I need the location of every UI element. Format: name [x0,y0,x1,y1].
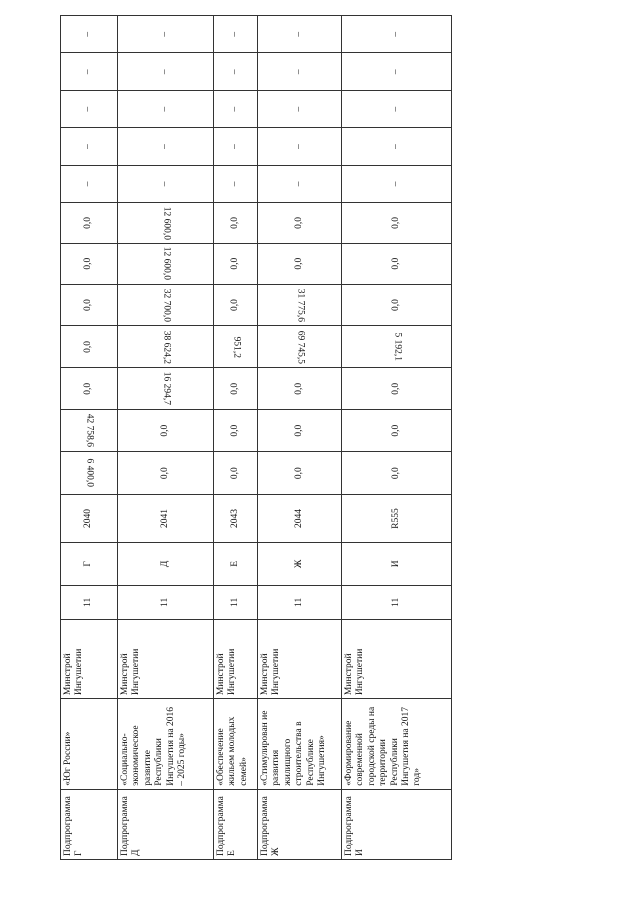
value-cell: 0,0 [258,452,342,495]
value-cell [258,326,342,368]
table-row [342,16,452,860]
value-cell: 0,0 [342,284,452,326]
value-cell [118,243,214,284]
table-row [214,16,258,860]
dash-cell: – [258,90,342,127]
code-target-cell: 2040 [61,495,118,543]
dash-cell: – [342,165,452,202]
value-cell [342,326,452,368]
value-cell: 0,0 [118,452,214,495]
dash-cell: – [342,128,452,165]
dash-cell: – [342,53,452,90]
executor-cell: Минстрой Ингушетии [258,619,342,698]
code-target-cell: R555 [342,495,452,543]
executor-cell: Минстрой Ингушетии [118,619,214,698]
subprogram-cell: Подпрограмма И [342,789,452,859]
code-gp-cell: 11 [214,585,258,619]
value-cell: 0,0 [342,243,452,284]
value-cell: 0,0 [342,203,452,244]
value-cell-text: 31 775,6 [295,288,306,322]
value-cell [61,452,118,495]
value-cell: 0,0 [258,243,342,284]
value-cell-text: 16 294,7 [161,372,172,406]
value-cell-text: 32 700,0 [161,288,172,322]
code-gp-cell: 11 [61,585,118,619]
value-cell: 0,0 [214,243,258,284]
code-subprogram-cell: Е [214,542,258,585]
table-row [118,16,214,860]
dash-cell: – [258,165,342,202]
code-target-cell: 2044 [258,495,342,543]
subprogram-cell: Подпрограмма Г [61,789,118,859]
value-cell [214,326,258,368]
value-cell [118,284,214,326]
value-cell: 0,0 [61,284,118,326]
value-cell: 0,0 [342,368,452,410]
dash-cell: – [61,165,118,202]
value-cell-text: 42 758,6 [84,414,95,448]
code-gp-cell: 11 [342,585,452,619]
value-cell-text: 5 192,1 [392,332,403,362]
code-subprogram-cell: Д [118,542,214,585]
value-cell [118,203,214,244]
program-table [60,15,452,860]
value-cell [258,284,342,326]
dash-cell: – [258,16,342,54]
dash-cell: – [118,165,214,202]
dash-cell: – [342,16,452,54]
value-cell: 0,0 [214,368,258,410]
value-cell-text: 69 745,5 [295,330,306,364]
dash-cell: – [258,53,342,90]
executor-cell: Минстрой Ингушетии [214,619,258,698]
dash-cell: – [61,128,118,165]
value-cell: 0,0 [118,410,214,452]
value-cell [61,410,118,452]
dash-cell: – [61,16,118,54]
subprogram-name-cell: «Формирование современной городской среды на территории Республики Ингушетия на 2017 год» [342,699,452,790]
subprogram-cell: Подпрограмма Д [118,789,214,859]
code-subprogram-cell: И [342,542,452,585]
value-cell-text: 6 400,0 [84,458,95,488]
rotated-table-container [60,15,451,860]
dash-cell: – [61,90,118,127]
value-cell: 0,0 [258,410,342,452]
value-cell-text: 12 600,0 [161,206,172,240]
value-cell-text: 951,2 [231,336,242,358]
dash-cell: – [342,90,452,127]
value-cell: 0,0 [214,452,258,495]
code-target-cell: 2041 [118,495,214,543]
executor-cell: Минстрой Ингушетии [61,619,118,698]
dash-cell: – [214,90,258,127]
subprogram-cell: Подпрограмма Е [214,789,258,859]
subprogram-name-cell: «Юг России» [61,699,118,790]
subprogram-name-cell: «Социально-экономическое развитие Республики Ингушетия на 2016 – 2025 годы» [118,699,214,790]
dash-cell: – [118,16,214,54]
dash-cell: – [258,128,342,165]
dash-cell: – [214,128,258,165]
table-row [61,16,118,860]
value-cell: 0,0 [61,243,118,284]
subprogram-name-cell: «Обеспечение жильем молодых семей» [214,699,258,790]
value-cell: 0,0 [61,368,118,410]
subprogram-cell: Подпрограмма Ж [258,789,342,859]
dash-cell: – [61,53,118,90]
dash-cell: – [118,128,214,165]
value-cell: 0,0 [61,326,118,368]
table-row [258,16,342,860]
code-gp-cell: 11 [118,585,214,619]
value-cell: 0,0 [214,284,258,326]
code-subprogram-cell: Ж [258,542,342,585]
value-cell: 0,0 [214,410,258,452]
value-cell-text: 38 624,2 [161,330,172,364]
value-cell [118,326,214,368]
value-cell: 0,0 [61,203,118,244]
dash-cell: – [118,53,214,90]
dash-cell: – [214,165,258,202]
value-cell [118,368,214,410]
executor-cell: Минстрой Ингушетии [342,619,452,698]
code-gp-cell: 11 [258,585,342,619]
code-subprogram-cell: Г [61,542,118,585]
dash-cell: – [214,16,258,54]
value-cell-text: 12 600,0 [161,247,172,281]
value-cell: 0,0 [342,452,452,495]
code-target-cell: 2043 [214,495,258,543]
value-cell: 0,0 [214,203,258,244]
dash-cell: – [118,90,214,127]
value-cell: 0,0 [258,368,342,410]
dash-cell: – [214,53,258,90]
subprogram-name-cell: «Стимулирован ие развития жилищного строительства в Республике Ингушетия» [258,699,342,790]
value-cell: 0,0 [258,203,342,244]
value-cell: 0,0 [342,410,452,452]
